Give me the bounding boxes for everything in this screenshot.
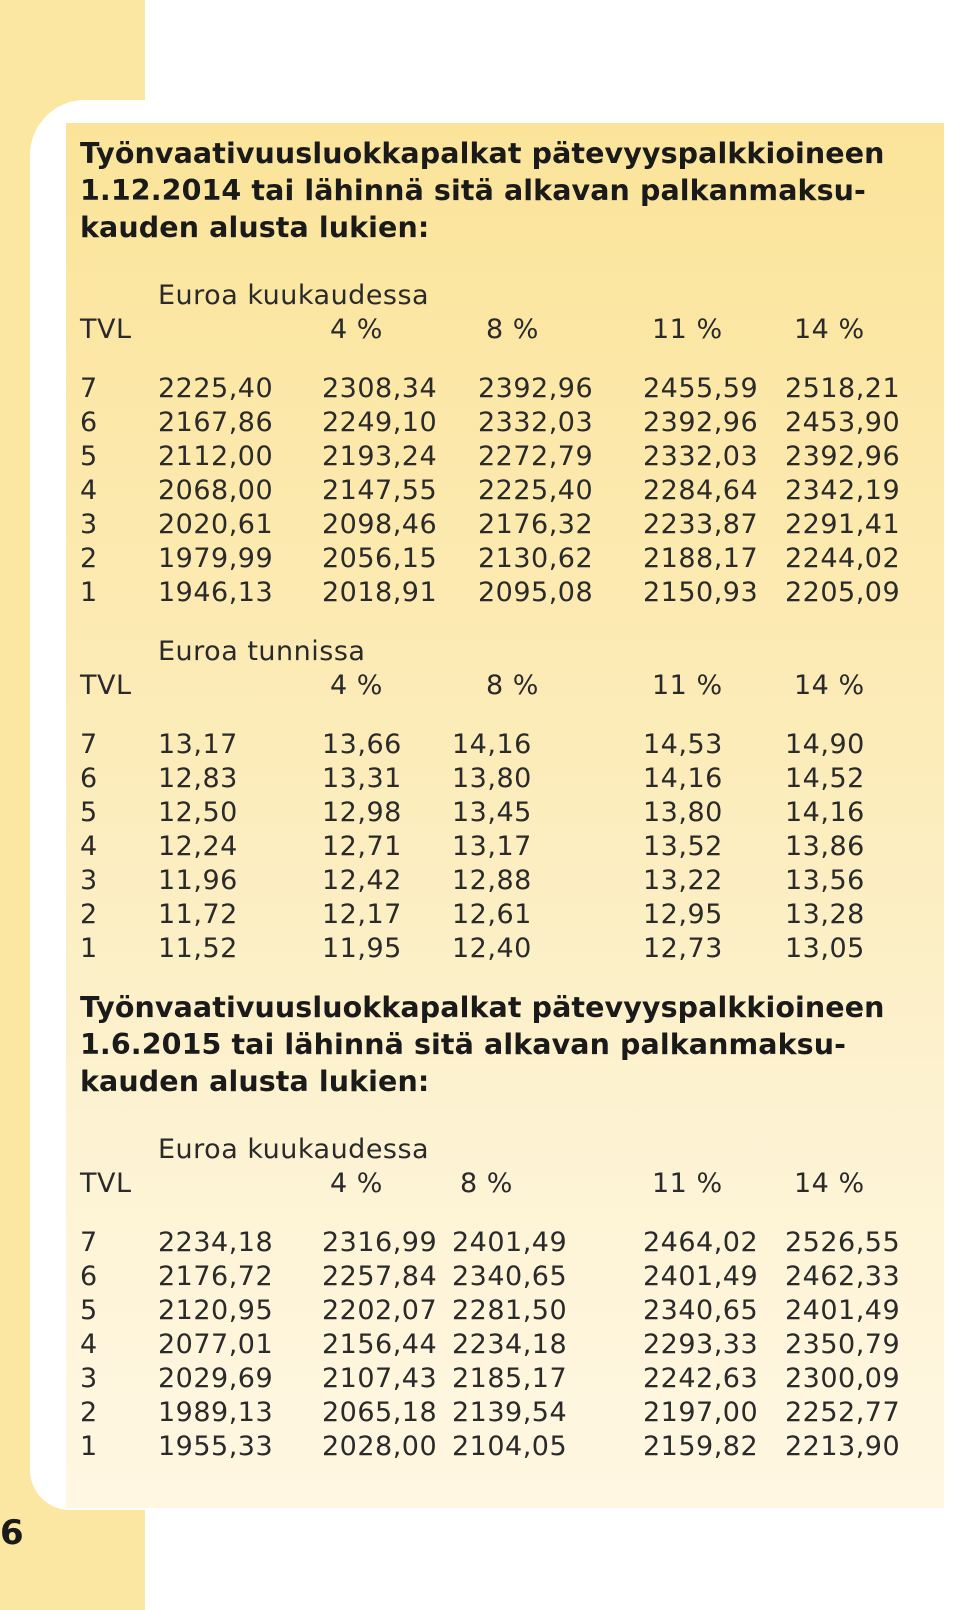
section-heading [80,989,940,1100]
table-caption [80,280,940,314]
table-cell: 2308,34 [322,373,438,404]
table-cell: 2401,49 [643,1261,759,1292]
table-header [80,314,940,348]
table-row [80,1397,940,1431]
table-cell: 5 [80,1295,98,1326]
table-cell: 2234,18 [158,1227,274,1258]
section-heading [80,135,940,246]
header-cell: 11 % [652,670,723,701]
table-cell: 13,52 [643,831,723,862]
table-cell: 12,42 [322,865,402,896]
table-cell: 2202,07 [322,1295,438,1326]
table-cell: 1 [80,1431,98,1462]
table-row [80,441,940,475]
table-row [80,1431,940,1465]
table-cell: 1989,13 [158,1397,274,1428]
table-cell: 2197,00 [643,1397,759,1428]
table-cell: 2316,99 [322,1227,438,1258]
table-cell: 2098,46 [322,509,438,540]
caption-text: Euroa kuukaudessa [158,1134,430,1165]
table-cell: 12,24 [158,831,238,862]
table-cell: 12,73 [643,933,723,964]
header-cell: 8 % [460,1168,513,1199]
table-cell: 13,80 [452,763,532,794]
table-cell: 7 [80,373,98,404]
table-cell: 11,72 [158,899,238,930]
header-cell: 11 % [652,1168,723,1199]
table-cell: 3 [80,865,98,896]
table-cell: 2242,63 [643,1363,759,1394]
table-cell: 14,53 [643,729,723,760]
table-row [80,543,940,577]
table-cell: 14,16 [452,729,532,760]
header-cell: TVL [80,314,132,345]
table-row [80,1329,940,1363]
table-row [80,509,940,543]
header-cell: 8 % [486,314,539,345]
table-cell: 1946,13 [158,577,274,608]
table-row [80,1227,940,1261]
table-cell: 4 [80,1329,98,1360]
table-cell: 2018,91 [322,577,438,608]
table-cell: 2104,05 [452,1431,568,1462]
header-cell: 4 % [330,1168,383,1199]
table-row [80,1363,940,1397]
table-cell: 2249,10 [322,407,438,438]
table-cell: 2130,62 [478,543,594,574]
table-cell: 14,90 [785,729,865,760]
header-cell: TVL [80,670,132,701]
table-cell: 2112,00 [158,441,274,472]
table-cell: 7 [80,1227,98,1258]
table-body [80,729,940,967]
table-cell: 2 [80,899,98,930]
section-2014 [80,135,940,967]
table-cell: 4 [80,831,98,862]
heading-line: kauden alusta lukien: [80,211,430,244]
table-row [80,763,940,797]
table-cell: 2281,50 [452,1295,568,1326]
table-cell: 2526,55 [785,1227,901,1258]
table-cell: 13,05 [785,933,865,964]
table-cell: 2167,86 [158,407,274,438]
table-cell: 2056,15 [322,543,438,574]
table-cell: 2453,90 [785,407,901,438]
table-cell: 2332,03 [643,441,759,472]
table-cell: 13,66 [322,729,402,760]
table-cell: 2188,17 [643,543,759,574]
table-cell: 1 [80,577,98,608]
heading-line: 1.6.2015 tai lähinnä sitä alkavan palkanmaksu- [80,1028,847,1061]
table-cell: 2156,44 [322,1329,438,1360]
table-cell: 2392,96 [785,441,901,472]
table-cell: 2225,40 [478,475,594,506]
table-cell: 2293,33 [643,1329,759,1360]
heading-line: 1.12.2014 tai lähinnä sitä alkavan palkanmaksu- [80,174,866,207]
table-cell: 2120,95 [158,1295,274,1326]
header-cell: TVL [80,1168,132,1199]
table-caption [80,1134,940,1168]
table-row [80,899,940,933]
table-cell: 13,86 [785,831,865,862]
table-cell: 2392,96 [478,373,594,404]
table-row [80,729,940,763]
table-cell: 2159,82 [643,1431,759,1462]
table-cell: 12,50 [158,797,238,828]
heading-line: kauden alusta lukien: [80,1065,430,1098]
table-cell: 6 [80,407,98,438]
header-cell: 11 % [652,314,723,345]
table-cell: 2340,65 [452,1261,568,1292]
table-cell: 2107,43 [322,1363,438,1394]
table-cell: 1955,33 [158,1431,274,1462]
table-cell: 2234,18 [452,1329,568,1360]
table-cell: 2028,00 [322,1431,438,1462]
table-cell: 14,16 [785,797,865,828]
table-header [80,670,940,704]
table-cell: 11,52 [158,933,238,964]
table-cell: 2284,64 [643,475,759,506]
table-cell: 12,71 [322,831,402,862]
table-cell: 2455,59 [643,373,759,404]
table-cell: 5 [80,797,98,828]
table-cell: 7 [80,729,98,760]
table-cell: 12,61 [452,899,532,930]
table-body [80,373,940,611]
heading-line: Työnvaativuusluokkapalkat pätevyyspalkkioineen [80,137,885,170]
table-cell: 2205,09 [785,577,901,608]
table-cell: 2068,00 [158,475,274,506]
table-cell: 2340,65 [643,1295,759,1326]
table-cell: 2193,24 [322,441,438,472]
table-row [80,1261,940,1295]
table-cell: 2518,21 [785,373,901,404]
table-cell: 2401,49 [452,1227,568,1258]
heading-line: Työnvaativuusluokkapalkat pätevyyspalkkioineen [80,991,885,1024]
header-cell: 14 % [794,1168,865,1199]
table-cell: 12,88 [452,865,532,896]
table-cell: 12,17 [322,899,402,930]
table-cell: 13,56 [785,865,865,896]
table-cell: 2139,54 [452,1397,568,1428]
table-cell: 13,17 [158,729,238,760]
table-cell: 3 [80,1363,98,1394]
caption-text: Euroa tunnissa [158,636,366,667]
table-row [80,407,940,441]
table-cell: 1979,99 [158,543,274,574]
header-cell: 14 % [794,670,865,701]
table-cell: 2401,49 [785,1295,901,1326]
table-cell: 2342,19 [785,475,901,506]
caption-text: Euroa kuukaudessa [158,280,430,311]
table-cell: 2 [80,543,98,574]
table-cell: 13,28 [785,899,865,930]
table-cell: 2392,96 [643,407,759,438]
table-cell: 2020,61 [158,509,274,540]
table-cell: 1 [80,933,98,964]
table-cell: 5 [80,441,98,472]
table-cell: 13,80 [643,797,723,828]
table-cell: 3 [80,509,98,540]
table-row [80,831,940,865]
table-cell: 11,96 [158,865,238,896]
table-cell: 11,95 [322,933,402,964]
table-cell: 2332,03 [478,407,594,438]
table-body [80,1227,940,1465]
table-cell: 2176,32 [478,509,594,540]
table-row [80,865,940,899]
header-cell: 4 % [330,314,383,345]
table-cell: 2350,79 [785,1329,901,1360]
table-cell: 2252,77 [785,1397,901,1428]
table-row [80,797,940,831]
table-cell: 2095,08 [478,577,594,608]
table-cell: 14,16 [643,763,723,794]
table-cell: 2300,09 [785,1363,901,1394]
table-cell: 2213,90 [785,1431,901,1462]
table-cell: 2233,87 [643,509,759,540]
table-cell: 14,52 [785,763,865,794]
table-cell: 2257,84 [322,1261,438,1292]
section-2015 [80,989,940,1465]
table-row [80,373,940,407]
table-cell: 6 [80,1261,98,1292]
table-cell: 2462,33 [785,1261,901,1292]
table-cell: 12,83 [158,763,238,794]
table-cell: 12,95 [643,899,723,930]
table-cell: 2 [80,1397,98,1428]
header-cell: 4 % [330,670,383,701]
table-cell: 2185,17 [452,1363,568,1394]
table-cell: 13,31 [322,763,402,794]
table-cell: 12,40 [452,933,532,964]
table-cell: 2077,01 [158,1329,274,1360]
table-cell: 2464,02 [643,1227,759,1258]
table-cell: 4 [80,475,98,506]
page-number: 6 [0,1513,24,1553]
table-cell: 13,22 [643,865,723,896]
table-cell: 6 [80,763,98,794]
table-row [80,1295,940,1329]
table-header [80,1168,940,1202]
table-cell: 2272,79 [478,441,594,472]
table-cell: 2065,18 [322,1397,438,1428]
header-cell: 8 % [486,670,539,701]
table-caption [80,636,940,670]
table-cell: 12,98 [322,797,402,828]
table-row [80,577,940,611]
header-cell: 14 % [794,314,865,345]
table-row [80,933,940,967]
table-cell: 13,17 [452,831,532,862]
table-row [80,475,940,509]
table-cell: 2150,93 [643,577,759,608]
table-cell: 2147,55 [322,475,438,506]
table-cell: 2029,69 [158,1363,274,1394]
table-cell: 2225,40 [158,373,274,404]
table-cell: 2244,02 [785,543,901,574]
table-cell: 2291,41 [785,509,901,540]
table-cell: 2176,72 [158,1261,274,1292]
table-cell: 13,45 [452,797,532,828]
